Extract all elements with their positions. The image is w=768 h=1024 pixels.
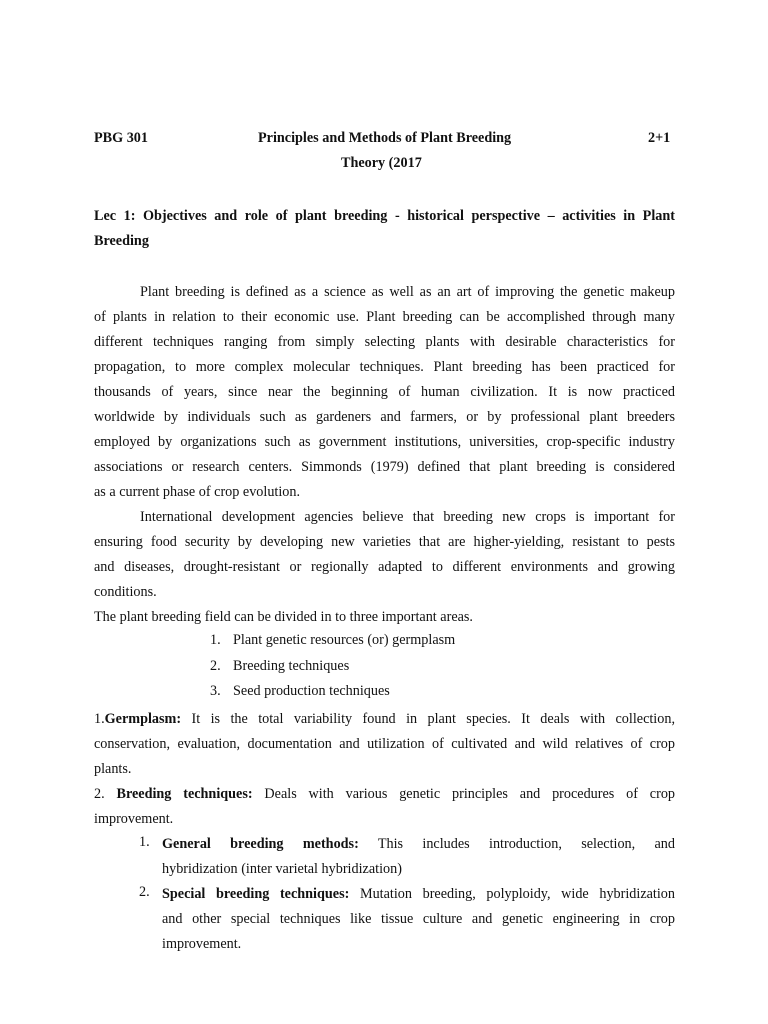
course-code: PBG 301 [94, 130, 148, 146]
germplasm-lead: 1. [94, 711, 105, 727]
sub-item-number: 2. [139, 884, 150, 900]
germplasm-line2: conservation, evaluation, documentation and utilization of cultivated and wild relatives of crop [94, 736, 675, 752]
sub-item-number: 1. [139, 834, 150, 850]
list-item-number: 2. [210, 658, 221, 674]
paragraph1-line: Plant breeding is defined as a science as well as an art of improving the genetic makeup [140, 284, 675, 300]
areas-intro: The plant breeding field can be divided in to three important areas. [94, 609, 473, 625]
breeding-techniques-text: Deals with various genetic principles and procedures of crop [252, 786, 676, 802]
list-item-label: Plant genetic resources (or) germplasm [233, 632, 456, 648]
germplasm-term: Germplasm: [104, 711, 182, 727]
sub-item-line1 [162, 884, 675, 904]
sub-item-text: Mutation breeding, polyploidy, wide hybridization [349, 886, 675, 902]
paragraph2-line: International development agencies believe that breeding new crops is important for [140, 509, 675, 525]
lecture-heading-line2: Breeding [94, 233, 149, 249]
list-item-label: Seed production techniques [233, 683, 390, 699]
breeding-techniques-line2: improvement. [94, 811, 174, 827]
germplasm-text: It is the total variability found in plant species. It deals with collection, [181, 711, 675, 727]
paragraph2-line: ensuring food security by developing new varieties that are higher-yielding, resistant to pests [94, 534, 675, 550]
sub-item-line1 [162, 834, 675, 854]
paragraph2-line: and diseases, drought-resistant or regionally adapted to different environments and growing [94, 559, 675, 575]
paragraph1-line: employed by organizations such as government institutions, universities, crop-specific industry [94, 434, 675, 450]
sub-item-line: hybridization (inter varietal hybridization) [162, 861, 402, 877]
paragraph1-line: as a current phase of crop evolution. [94, 484, 301, 500]
list-item-label: Breeding techniques [233, 658, 350, 674]
paragraph1-line: propagation, to more complex molecular techniques. Plant breeding has been practiced for [94, 359, 675, 375]
lecture-heading-line1: Lec 1: Objectives and role of plant breeding - historical perspective – activities in Plant [94, 208, 675, 224]
course-title: Principles and Methods of Plant Breeding [258, 130, 512, 146]
sub-item-term: General breeding methods: [162, 836, 359, 852]
paragraph2-line: conditions. [94, 584, 157, 600]
course-credits: 2+1 [648, 130, 671, 146]
paragraph1-line: of plants in relation to their economic use. Plant breeding can be accomplished through many [94, 309, 675, 325]
sub-item-term: Special breeding techniques: [162, 886, 350, 902]
germplasm-line1 [94, 709, 675, 729]
paragraph1-line: thousands of years, since near the beginning of human civilization. It is now practiced [94, 384, 675, 400]
list-item-number: 3. [210, 683, 221, 699]
sub-item-text: This includes introduction, selection, and [358, 836, 675, 852]
list-item-number: 1. [210, 632, 221, 648]
breeding-techniques-line1 [94, 784, 675, 804]
breeding-techniques-lead: 2. [94, 786, 117, 802]
paragraph1-line: worldwide by individuals such as gardeners and farmers, or by professional plant breeders [94, 409, 675, 425]
germplasm-line3: plants. [94, 761, 132, 777]
paragraph1-line: different techniques ranging from simply selecting plants with desirable characteristics for [94, 334, 675, 350]
breeding-techniques-term: Breeding techniques: [116, 786, 253, 802]
sub-item-line: improvement. [162, 936, 242, 952]
paragraph1-line: associations or research centers. Simmonds (1979) defined that plant breeding is considered [94, 459, 675, 475]
course-subtitle: Theory (2017 [341, 155, 422, 171]
sub-item-line: and other special techniques like tissue culture and genetic engineering in crop [162, 911, 675, 927]
